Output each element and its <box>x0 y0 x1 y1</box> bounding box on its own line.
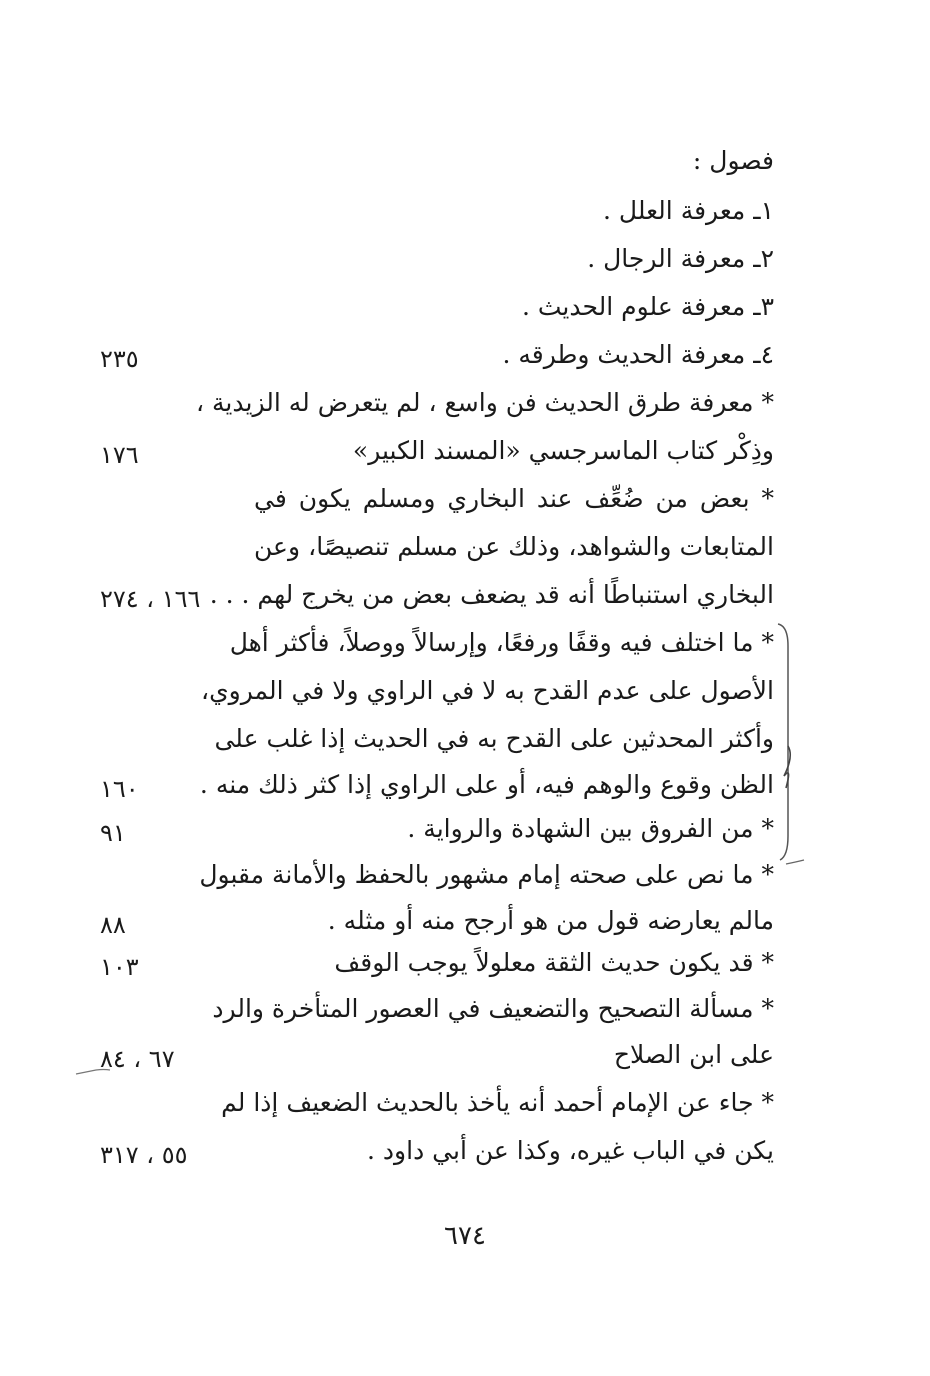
entry-5-line-1: * ما نص على صحته إمام مشهور بالحفظ والأمانة مقبول <box>199 860 774 889</box>
ref-number-2: ١٧٦ <box>100 441 139 469</box>
entry-7-line-2: على ابن الصلاح <box>613 1040 774 1069</box>
list-item-2: ٢ـ معرفة الرجال . <box>587 244 774 273</box>
pencil-bracket-mark <box>772 616 812 886</box>
entry-2-line-2: المتابعات والشواهد، وذلك عن مسلم تنصيصًا، وعن <box>254 532 774 561</box>
ref-number-5: ٩١ <box>100 819 126 847</box>
entry-5-line-2: مالم يعارضه قول من هو أرجح منه أو مثله . <box>327 906 774 935</box>
entry-2-line-1: * بعض من ضُعِّف عند البخاري ومسلم يكون في <box>254 484 774 513</box>
entry-2-line-3: البخاري استنباطًا أنه قد يضعف بعض من يخرج لهم . . . <box>209 580 774 609</box>
list-item-3: ٣ـ معرفة علوم الحديث . <box>521 292 774 321</box>
entry-3-line-2: الأصول على عدم القدح به لا في الراوي ولا في المروي، <box>201 676 774 705</box>
entry-3-line-1: * ما اختلف فيه وقفًا ورفعًا، وإرسالاً ووصلاً، فأكثر أهل <box>229 628 774 657</box>
ref-number-4: ١٦٠ <box>100 775 139 803</box>
entry-3-line-3: وأكثر المحدثين على القدح به في الحديث إذا غلب على <box>214 724 774 753</box>
entry-1-line-1: * معرفة طرق الحديث فن واسع ، لم يتعرض له الزيدية ، <box>196 388 774 417</box>
list-item-1: ١ـ معرفة العلل . <box>603 196 774 225</box>
entry-1-line-2: وذِكْر كتاب الماسرجسي «المسند الكبير» <box>352 436 774 465</box>
ref-number-9: ٥٥ ، ٣١٧ <box>100 1141 188 1169</box>
entry-6-line-1: * قد يكون حديث الثقة معلولاً يوجب الوقف <box>334 948 774 977</box>
ref-number-6: ٨٨ <box>100 911 126 939</box>
entry-3-line-4: الظن وقوع والوهم فيه، أو على الراوي إذا كثر ذلك منه . <box>199 770 774 799</box>
pencil-tick-mark <box>74 1060 114 1080</box>
page-number: ٦٧٤ <box>444 1221 486 1251</box>
entry-7-line-1: * مسألة التصحيح والتضعيف في العصور المتأخرة والرد <box>212 994 774 1023</box>
entry-8-line-2: يكن في الباب غيره، وكذا عن أبي داود . <box>367 1136 774 1165</box>
ref-number-1: ٢٣٥ <box>100 345 139 373</box>
ref-number-8: ٦٧ ، ٨٤ <box>100 1045 175 1073</box>
ref-number-7: ١٠٣ <box>100 953 139 981</box>
ref-number-3: ١٦٦ ، ٢٧٤ <box>100 585 201 613</box>
entry-4-line-1: * من الفروق بين الشهادة والرواية . <box>407 814 774 843</box>
section-heading: فصول : <box>692 146 774 175</box>
entry-8-line-1: * جاء عن الإمام أحمد أنه يأخذ بالحديث الضعيف إذا لم <box>221 1088 774 1117</box>
list-item-4: ٤ـ معرفة الحديث وطرقه . <box>502 340 774 369</box>
